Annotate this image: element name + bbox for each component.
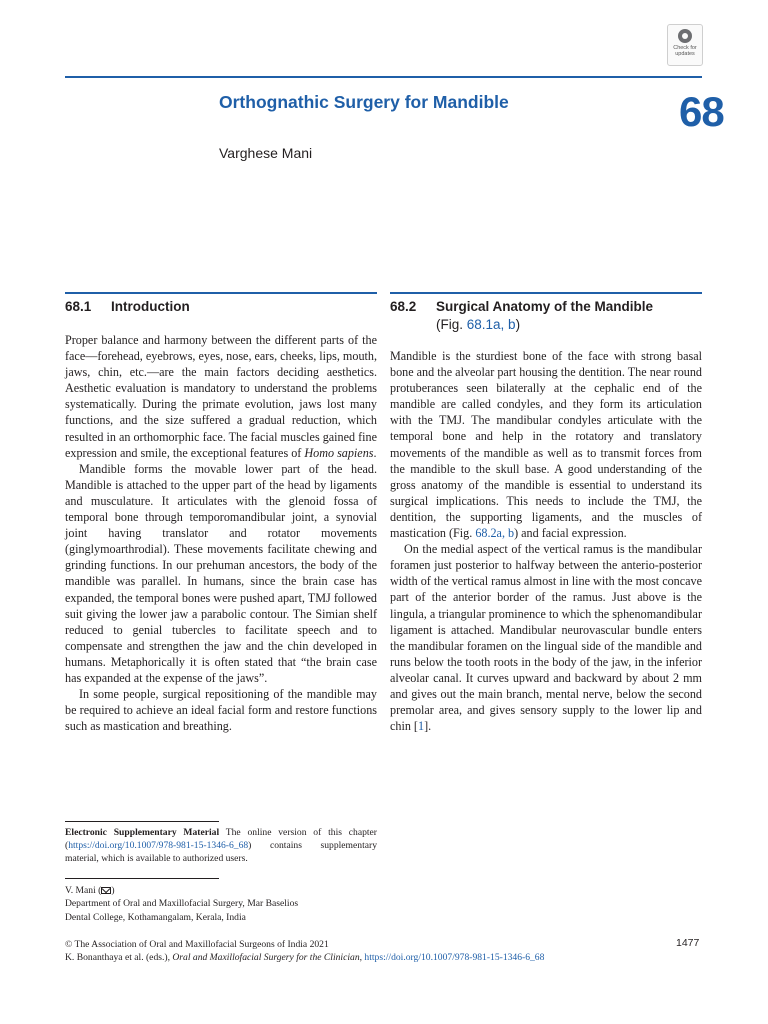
footnote-label: Electronic Supplementary Material	[65, 827, 220, 838]
paragraph: Mandible forms the movable lower part of the head. Mandible is attached to the upper part of the head by ligaments and musculature. It articulates with the glenoid fossa of temporal bone through temporomandibular joint, a synovial joint having translator and rotator movements (ginglymoarthrodial). These movements facilitate chewing and grinding functions. In our prehuman ancestors, the body of the mandible was parallel. In humans, since the brain case has expanded, the temporal bones were pushed apart, TMJ followed suit giving the lower jaw a parabolic contour. The Simian shelf reduced to genial tubercles to facilitate speech and to compensate and strengthen the jaw and the chin developed in humans. Metaphorically it is often stated that “the brain case has expanded at the expense of the jaws”.	[65, 461, 377, 685]
chapter-title: Orthognathic Surgery for Mandible	[219, 92, 509, 112]
book-title: Oral and Maxillofacial Surgery for the Clinician	[172, 952, 360, 964]
paragraph-text: Proper balance and harmony between the different parts of the face—forehead, eyebrows, eyes, nose, ears, cheeks, lips, mouth, jaws, chin, etc.—are the main factors deciding aesthetics. Aesthetic evaluation is mandatory to understand the problems systematically. During the primate evolution, jaws lost many functions, and the size suffered a gradual reduction, which resulted in an orthomorphic face. The facial muscles gained fine expression and smile, the exceptional features of	[65, 333, 377, 460]
paragraph	[65, 332, 377, 461]
section-title: Introduction	[111, 299, 190, 314]
section-title: Surgical Anatomy of the Mandible	[436, 299, 654, 314]
citation-sep: ,	[359, 952, 365, 964]
citation-text: K. Bonanthaya et al. (eds.),	[65, 952, 173, 964]
badge-line2: updates	[675, 51, 695, 57]
author-name: Varghese Mani	[219, 145, 313, 161]
supplementary-material-note	[65, 826, 377, 866]
figure-link[interactable]: 68.2a, b	[475, 526, 515, 541]
email-icon[interactable]	[101, 887, 111, 894]
paragraph	[390, 541, 702, 734]
section-rule-right	[390, 292, 702, 294]
section-figure-reference	[436, 317, 520, 332]
section-heading-anatomy	[390, 299, 653, 314]
copyright-line: © The Association of Oral and Maxillofacial Surgeons of India 2021	[65, 939, 329, 950]
fig-prefix: (Fig.	[436, 317, 467, 332]
chapter-number: 68	[679, 88, 724, 135]
affiliation-name-line	[65, 884, 377, 897]
section-number: 68.1	[65, 299, 92, 314]
doi-link[interactable]: https://doi.org/10.1007/978-981-15-1346-6_68	[68, 840, 249, 852]
section-rule-left	[65, 292, 377, 294]
affiliation-line: Department of Oral and Maxillofacial Surgery, Mar Baselios	[65, 898, 299, 910]
doi-link[interactable]: https://doi.org/10.1007/978-981-15-1346-6_68	[364, 952, 545, 964]
affiliation-line: Dental College, Kothamangalam, Kerala, India	[65, 911, 246, 923]
header-rule	[65, 76, 702, 78]
anatomy-body	[390, 348, 702, 734]
footnote-text: The online version of this chapter (	[65, 827, 377, 852]
fig-suffix: )	[515, 317, 521, 332]
badge-line1: Check for	[673, 45, 697, 51]
paragraph-end: .	[373, 445, 377, 460]
introduction-body	[65, 332, 377, 734]
citation-line	[65, 951, 705, 964]
citation-link[interactable]: 1	[417, 719, 425, 734]
page-number: 1477	[676, 937, 700, 949]
check-for-updates-badge[interactable]	[667, 24, 703, 66]
paragraph-text: On the medial aspect of the vertical ramus is the mandibular foramen just posterior to halfway between the anterio-posterior width of the vertical ramus almost in line with the most concave part of the anterior border of the ramus. Just above is the lingula, a triangular prominence to which the sphenomandibular ligament is attached. Mandibular neurovascular bundle enters the mandibular foramen on the lingual side of the mandible and runs below the tooth roots in the body of the jaw, in the inferior alveolar canal. It curves upward and backward by about 2 mm and gives out the main branch, mental nerve, below the second premolar area, and gives sensory supply to the lower lip and chin [	[390, 542, 702, 734]
affiliation-name-end: )	[111, 885, 115, 896]
paragraph-text: ) and facial expression.	[514, 526, 627, 541]
copyright-block	[65, 938, 705, 965]
footnote-rule	[65, 821, 219, 822]
affiliation-rule	[65, 878, 219, 879]
paragraph-text: ].	[424, 719, 432, 734]
affiliation-name: V. Mani (	[65, 885, 102, 896]
section-heading-introduction	[65, 299, 190, 314]
italic-term: Homo sapiens	[304, 445, 374, 460]
section-number: 68.2	[390, 299, 417, 314]
check-updates-icon	[678, 29, 692, 43]
figure-link[interactable]: 68.1a, b	[466, 317, 516, 332]
paragraph: In some people, surgical repositioning of the mandible may be required to achieve an ideal facial form and restore functions such as mastication and breathing.	[65, 687, 377, 734]
paragraph-text: Mandible is the sturdiest bone of the face with strong basal bone and the alveolar part housing the dentition. The near round protuberances seen bilaterally at the cephalic end of the mandible are called condyles, and they form its articulation with the TMJ. The mandibular condyles articulate with the temporal bone and help in the rotatory and translatory movements of the mandible as well as to transmit forces from the mandible to the skull base. A good understanding of the gross anatomy of the mandible is essential to understand its surgical implications. This needs to include the TMJ, the dentition, the supporting ligaments, and the muscles of mastication (Fig.	[390, 349, 702, 541]
footnote-text: ) contains supplementary material, which is available to authorized users.	[65, 840, 377, 865]
paragraph	[390, 348, 702, 541]
author-affiliation	[65, 884, 377, 924]
